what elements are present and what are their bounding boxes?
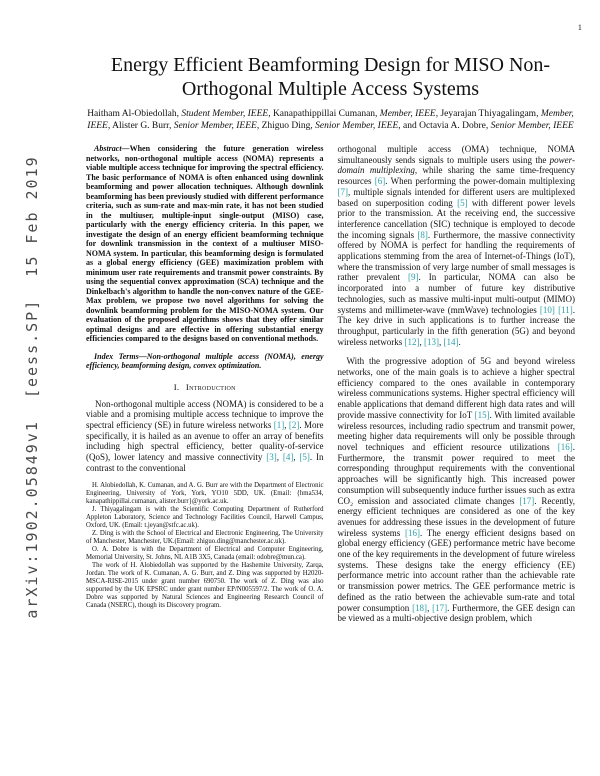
citation-link[interactable]: [13] (424, 336, 439, 347)
citation-link[interactable]: [18] (412, 602, 428, 613)
citation-link[interactable]: [17] (432, 602, 448, 613)
citation-link[interactable]: [15] (474, 409, 490, 420)
intro-paragraph: Non-orthogonal multiple access (NOMA) is considered to be a viable and a promising multiple access technique to improve the spectral efficiency (SE) in future wireless networks [1], [2]. More specifically, it is hailed as an avenue to offer an array of benefits including high spectral efficiency, better quality-of-service (QoS), lower latency and massive connectivity [3], [4], [5]. In contrast to the conventional (86, 398, 324, 473)
intro-continuation-paragraph: orthogonal multiple access (OMA) technique, NOMA simultaneously sends signals to multiple users using the power-domain multiplexing, while sharing the same time-frequency resources [6]. When performing the power-domain multiplexing [7], multiple signals intended for different users are multiplexed based on superposition coding [5] with different power levels prior to the transmission. At the receiving end, the successive interference cancellation (SIC) technique is employed to decode the incoming signals [8]. Furthermore, the massive connectivity offered by NOMA is perfect for handling the requirements of applications stemming from the area of Internet-of-Things (IoT), where the transmission of very large number of small messages is rather prevalent [9]. In particular, NOMA can also be incorporated into a number of future key distributive technologies, such as massive multi-input multi-output (MIMO) systems and millimeter-wave (mmWave) technologies [10] [11]. The key drive in such applications is to further increase the throughput, particularly in the fifth generation (5G) and beyond wireless networks [12], [13], [14]. (337, 144, 575, 347)
citation-link[interactable]: [4] (282, 452, 294, 463)
abstract-lead: Abstract— (94, 144, 130, 153)
author: and Octavia A. Dobre, Senior Member, IEEE (403, 120, 574, 131)
index-terms-paragraph (86, 352, 324, 371)
citation-link[interactable]: [3] (266, 452, 277, 463)
author-list (86, 109, 575, 132)
citation-link[interactable]: [1] (273, 419, 285, 430)
citation-link[interactable]: [12] (404, 336, 420, 347)
citation-link[interactable]: [5] (457, 197, 468, 208)
citation-link[interactable]: [9] (407, 272, 419, 283)
citation-link[interactable]: [6] (374, 176, 386, 187)
citation-link[interactable]: [17] (519, 495, 535, 506)
abstract-paragraph (86, 144, 324, 344)
citation-link[interactable]: [7] (337, 186, 348, 197)
citation-link[interactable]: [14] (443, 336, 459, 347)
footnote: Z. Ding is with the School of Electrical and Electronic Engineering, The University of Manchester, Manchester, UK.(Email: zhiguo.ding@manchester.ac.uk). (86, 530, 324, 546)
footnotes (86, 482, 324, 610)
citation-link[interactable]: [10] (539, 304, 555, 315)
citation-link[interactable]: [16] (557, 441, 573, 452)
footnote: The work of H. Alobiedollah was supported by the Hashemite University, Zarqa, Jordan. The work of K. Cumanan, A. G. Burr, and Z. Ding was supported by H2020-MSCA-RISE-2015 under grant number 690750. The work of Z. Ding was also supported by the UK EPSRC under grant number EP/N005597/2. The work of O. A. Dobre was supported by Natural Sciences and Engineering Research Council of Canada (NSERC), though its Discovery program. (86, 562, 324, 610)
footnote: H. Alobiedollah, K. Cumanan, and A. G. Burr are with the Department of Electronic Engineering, University of York, York, YO10 5DD, UK. (Email: {hma534, kanapathippillai.cumanan, alister.burr}@york.ac.uk. (86, 482, 324, 506)
arxiv-watermark: arXiv:1902.05849v1 [eess.SP] 15 Feb 2019 (23, 155, 41, 619)
author: Alister G. Burr, Senior Member, IEEE, (112, 120, 262, 131)
paper-title: Energy Efficient Beamforming Design for MISO Non-Orthogonal Multiple Access Systems (110, 54, 551, 100)
right-column (338, 144, 576, 624)
page-number: 1 (577, 22, 582, 32)
author: Zhiguo Ding, Senior Member, IEEE, (261, 120, 404, 131)
paper-content (86, 54, 575, 624)
index-terms-lead: Index Terms— (94, 351, 147, 361)
second-paragraph: With the progressive adoption of 5G and beyond wireless networks, one of the main goals is to achieve a higher spectral efficiency compared to the ones available in contemporary wireless communications systems. Higher spectral efficiency will enable applications that demand different high data rates and will provide massive connectivity for IoT [15]. With limited available wireless resources, including radio spectrum and transmit power, meeting higher data requirements will only be possible through novel techniques and efficient resource utilizations [16]. Furthermore, the transmit power required to meet the corresponding throughput requirements with the conventional approaches will be significantly high. This increased power consumption will subsequently induce further issues such as extra CO₂ emission and associated climate changes [17]. Recently, energy efficient techniques are considered as one of the key avenues for addressing these issues in the development of future wireless systems [16]. The energy efficient designs based on global energy efficiency (GEE) performance metric have become one of the key requirements in the development of future wireless systems. These designs take the energy efficiency (EE) performance metric into account rather than the achievable rate or transmission power metrics. The GEE performance metric is defined as the ratio between the achievable sum-rate and total power consumption [18], [17]. Furthermore, the GEE design can be viewed as a multi-objective design problem, which (337, 356, 576, 624)
citation-link[interactable]: [2] (288, 419, 300, 430)
abstract-text: When considering the future generation wireless networks, non-orthogonal multiple access (NOMA) represents a viable multiple access technique for improving the spectral efficiency. The basic performance of NOMA is often enhanced using downlink beamforming and power allocation techniques. Although downlink beamforming has been previously studied with different performance criteria, such as sum-rate and max-min rate, it has not been studied in the multiuser, multiple-input single-output (MISO) case, particularly with the energy efficiency criteria. In this paper, we investigate the design of an energy efficient beamforming technique for downlink transmission in the context of a multiuser MISO-NOMA system. In particular, this beamforming design is formulated as a global energy efficiency (GEE) maximization problem with minimum user rate requirements and transmit power constraints. By using the sequential convex approximation (SCA) technique and the Dinkelbach's algorithm to handle the non-convex nature of the GEE-Max problem, we propose two novel algorithms for solving the downlink beamforming problem for the MISO-NOMA system. Our evaluation of the proposed algorithms shows that they offer similar optimal designs and are effective in offering substantial energy efficiencies compared to the designs based on conventional methods. (86, 144, 324, 343)
section-heading-introduction: I. Introduction (173, 381, 236, 392)
citation-link[interactable]: [5] (299, 452, 310, 463)
author: Kanapathippillai Cumanan, Member, IEEE, (272, 109, 441, 119)
citation-link[interactable]: [16] (404, 527, 420, 538)
author: Jeyarajan Thiyagalingam, Member, IEEE, (87, 109, 574, 131)
left-column (86, 144, 324, 624)
footnote: O. A. Dobre is with the Department of Electrical and Computer Engineering, Memorial University, St. Johns, NL A1B 3X5, Canada (email: odobre@mun.ca). (86, 546, 324, 562)
index-terms-text: Non-orthogonal multiple access (NOMA), energy efficiency, beamforming design, convex optimization. (86, 351, 324, 370)
citation-link[interactable]: [11] (558, 304, 573, 315)
two-column-body (86, 144, 575, 624)
citation-link[interactable]: [8] (417, 229, 428, 240)
author: Haitham Al-Obiedollah, Student Member, IEEE, (87, 109, 273, 119)
footnote: J. Thiyagalingam is with the Scientific Computing Department of Rutherford Appleton Laboratory, Science and Technology Facilities Council, Harwell Campus, Oxford, UK. (Email: t.jeyan@stfc.ac.uk). (86, 506, 324, 530)
